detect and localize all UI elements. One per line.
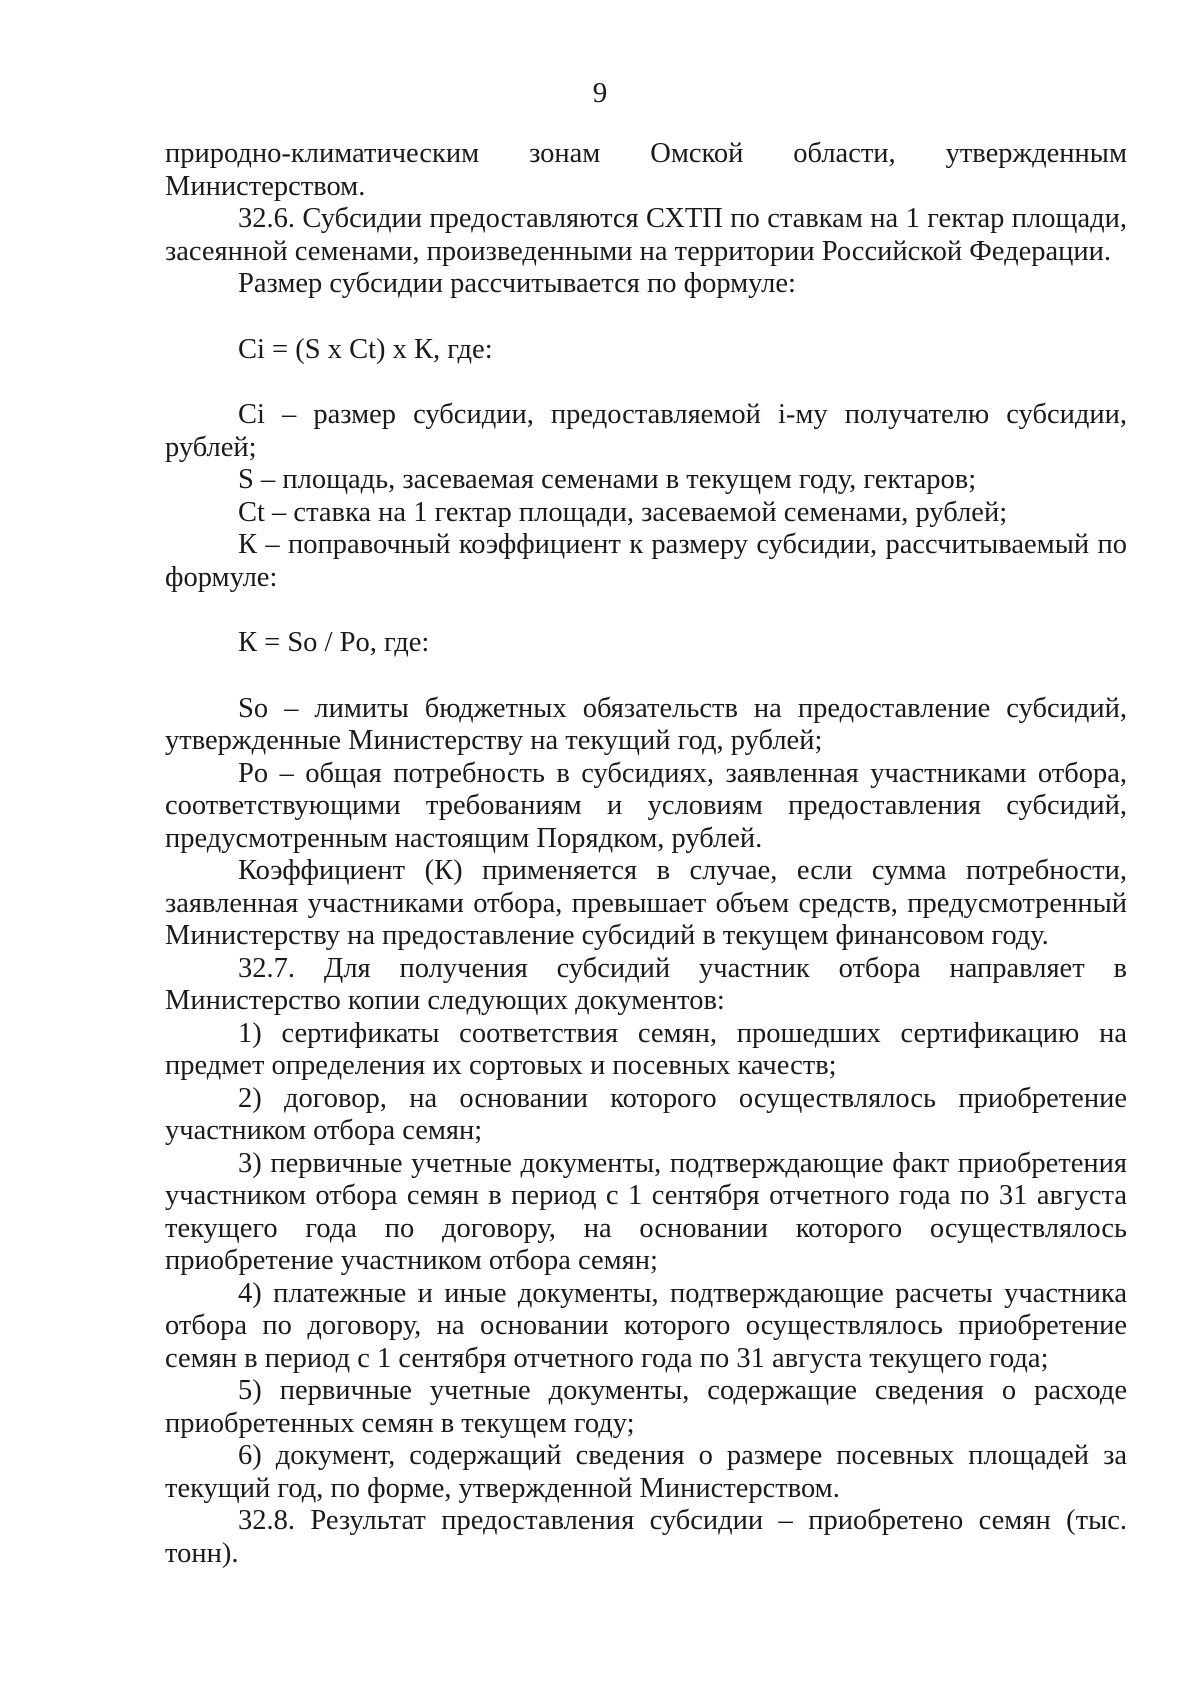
definition-ct: Ct – ставка на 1 гектар площади, засеваемой семенами, рублей; [238,496,1008,528]
page-number: 9 [592,77,608,109]
document-list-item-5: 5) первичные учетные документы, содержащие сведения о расходе приобретенных семян в текущем году; [165,1375,1127,1439]
formula-ci: Ci = (S x Ct) x К, где: [238,333,493,365]
document-list-item-1: 1) сертификаты соответствия семян, прошедших сертификацию на предмет определения их сортовых и посевных качеств; [165,1017,1127,1081]
document-list-item-3: 3) первичные учетные документы, подтверждающие факт приобретения участником отбора семян в период с 1 сентября отчетного года по 31 августа текущего года по договору, на основании которого осуществлялось приобретение участником отбора семян; [165,1147,1127,1276]
document-body [165,138,1127,1570]
paragraph-zones-continuation: природно-климатическим зонам Омской области, утвержденным Министерством. [165,138,1127,202]
document-list-item-6: 6) документ, содержащий сведения о размере посевных площадей за текущий год, по форме, утвержденной Министерством. [165,1440,1127,1504]
definition-so: So – лимиты бюджетных обязательств на предоставление субсидий, утвержденные Министерству на текущий год, рублей; [165,692,1127,756]
document-list-item-2: 2) договор, на основании которого осуществлялось приобретение участником отбора семян; [165,1082,1127,1146]
definition-po: Po – общая потребность в субсидиях, заявленная участниками отбора, соответствующими требованиям и условиям предоставления субсидий, предусмотренным настоящим Порядком, рублей. [165,757,1127,854]
paragraph-32-8: 32.8. Результат предоставления субсидии – приобретено семян (тыс. тонн). [165,1505,1127,1569]
paragraph-formula-intro: Размер субсидии рассчитывается по формуле: [238,268,796,299]
definition-ci: Ci – размер субсидии, предоставляемой i-му получателю субсидии, рублей; [165,399,1127,463]
paragraph-32-7: 32.7. Для получения субсидий участник отбора направляет в Министерство копии следующих документов: [165,952,1127,1016]
paragraph-32-6: 32.6. Субсидии предоставляются СХТП по ставкам на 1 гектар площади, засеянной семенами, произведенными на территории Российской Федерации. [165,203,1127,267]
formula-k: К = So / Po, где: [238,627,430,658]
definition-k: К – поправочный коэффициент к размеру субсидии, рассчитываемый по формуле: [165,529,1127,593]
paragraph-coefficient-usage: Коэффициент (К) применяется в случае, если сумма потребности, заявленная участниками отбора, превышает объем средств, предусмотренный Министерству на предоставление субсидий в текущем финансовом году. [165,855,1127,951]
document-list-item-4: 4) платежные и иные документы, подтверждающие расчеты участника отбора по договору, на основании которого осуществлялось приобретение семян в период с 1 сентября отчетного года по 31 августа текущего года; [165,1277,1127,1374]
definition-s: S – площадь, засеваемая семенами в текущем году, гектаров; [238,464,977,495]
